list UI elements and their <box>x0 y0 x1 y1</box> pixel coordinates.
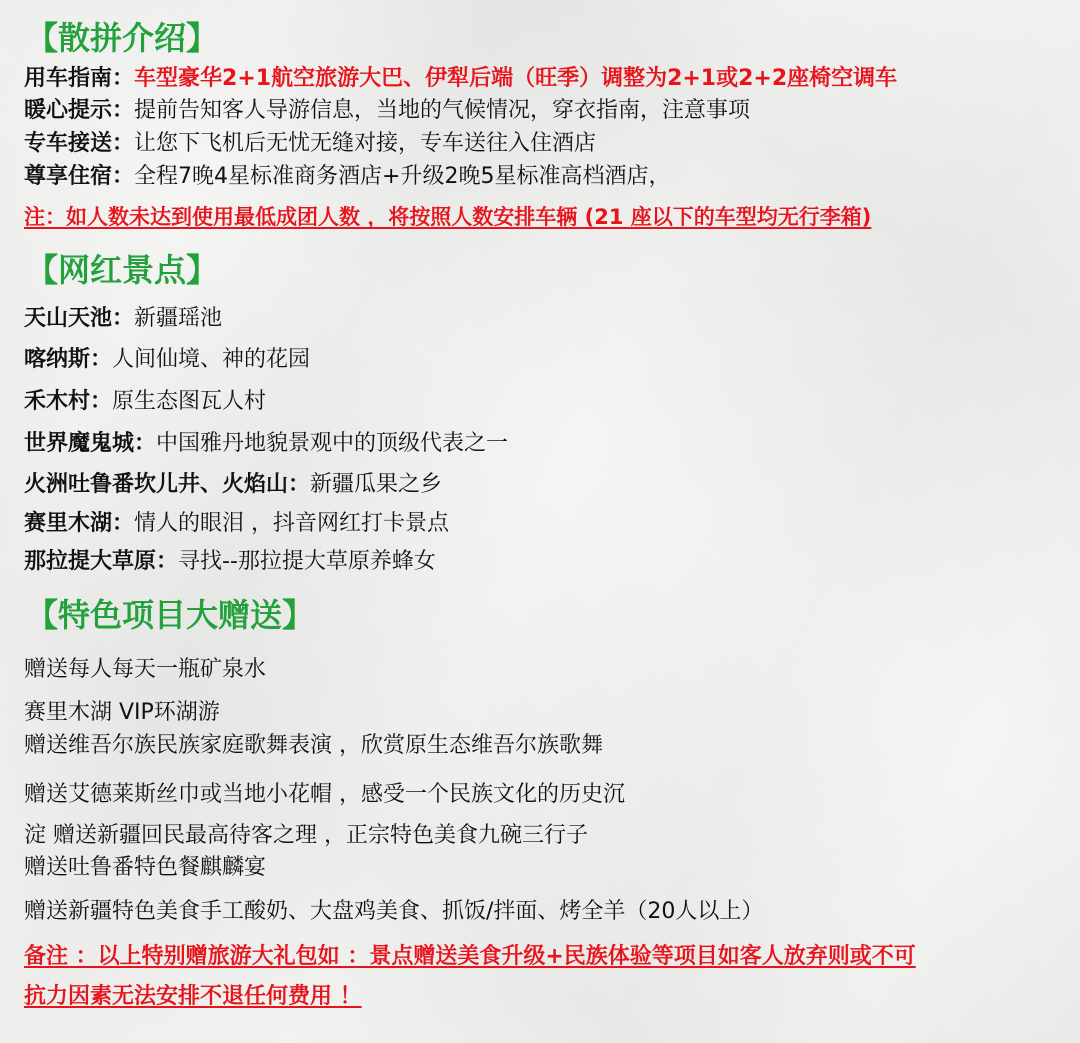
intro-row-text: 提前告知客人导游信息，当地的气候情况，穿衣指南，注意事项 <box>134 98 751 123</box>
spot-item <box>24 388 266 416</box>
gift-item: 赠送吐鲁番特色餐麒麟宴 <box>24 855 267 880</box>
gift-item: 赠送新疆特色美食手工酸奶、大盘鸡美食、抓饭/拌面、烤全羊（20人以上） <box>24 899 764 924</box>
intro-row-vehicle <box>24 65 897 93</box>
intro-row-hotel <box>24 163 670 191</box>
gifts-note-line-1: 备注 ：以上特别赠旅游大礼包如 ：景点赠送美食升级+民族体验等项目如客人放弃则或不可 <box>24 944 916 969</box>
section-heading-gifts: 【特色项目大赠送】 <box>26 596 315 634</box>
spot-item <box>24 471 442 499</box>
spot-name: 那拉提大草原： <box>24 549 179 574</box>
spot-desc: 人间仙境、神的花园 <box>112 347 311 372</box>
gift-item: 淀 赠送新疆回民最高待客之理 ，正宗特色美食九碗三行子 <box>24 823 588 848</box>
section-heading-intro: 【散拼介绍】 <box>26 19 219 57</box>
spot-item <box>24 430 508 458</box>
gift-item: 赛里木湖 VIP环湖游 <box>24 700 220 725</box>
intro-row-text-highlight: 车型豪华2+1航空旅游大巴、伊犁后端（旺季）调整为2+1或2+2座椅空调车 <box>134 66 898 91</box>
spot-item <box>24 305 222 333</box>
intro-row-label: 用车指南： <box>24 66 135 91</box>
intro-row-label: 暖心提示： <box>24 98 135 123</box>
intro-row-text: 全程7晚4星标准商务酒店+升级2晚5星标准高档酒店， <box>134 164 671 189</box>
spot-item <box>24 346 310 374</box>
intro-row-tips <box>24 97 750 125</box>
section-heading-spots: 【网红景点】 <box>26 251 219 289</box>
spot-desc: 新疆瓜果之乡 <box>310 472 443 497</box>
spot-name: 火洲吐鲁番坎儿井、火焰山： <box>24 472 311 497</box>
gift-item: 赠送每人每天一瓶矿泉水 <box>24 657 267 682</box>
spot-name: 天山天池： <box>24 306 135 331</box>
gift-item: 赠送维吾尔族民族家庭歌舞表演 ，欣赏原生态维吾尔族歌舞 <box>24 733 603 758</box>
intro-row-label: 尊享住宿： <box>24 164 135 189</box>
spot-desc: 寻找--那拉提大草原养蜂女 <box>178 549 436 574</box>
spot-name: 赛里木湖： <box>24 511 135 536</box>
spot-name: 禾木村： <box>24 389 113 414</box>
intro-row-transfer <box>24 130 596 158</box>
spot-item <box>24 510 449 538</box>
spot-desc: 原生态图瓦人村 <box>112 389 267 414</box>
gifts-note-line-2: 抗力因素无法安排不退任何费用 ！ <box>24 984 362 1009</box>
spot-name: 喀纳斯： <box>24 347 113 372</box>
gift-item: 赠送艾德莱斯丝巾或当地小花帽 ，感受一个民族文化的历史沉 <box>24 782 625 807</box>
spot-desc: 新疆瑶池 <box>134 306 223 331</box>
intro-row-text: 让您下飞机后无忧无缝对接，专车送往入住酒店 <box>134 131 597 156</box>
intro-note: 注：如人数未达到使用最低成团人数 ，将按照人数安排车辆 (21 座以下的车型均无行李箱) <box>24 205 872 229</box>
spot-item <box>24 548 436 576</box>
spot-name: 世界魔鬼城： <box>24 431 157 456</box>
intro-row-label: 专车接送： <box>24 131 135 156</box>
spot-desc: 中国雅丹地貌景观中的顶级代表之一 <box>156 431 509 456</box>
spot-desc: 情人的眼泪 ，抖音网红打卡景点 <box>134 511 450 536</box>
